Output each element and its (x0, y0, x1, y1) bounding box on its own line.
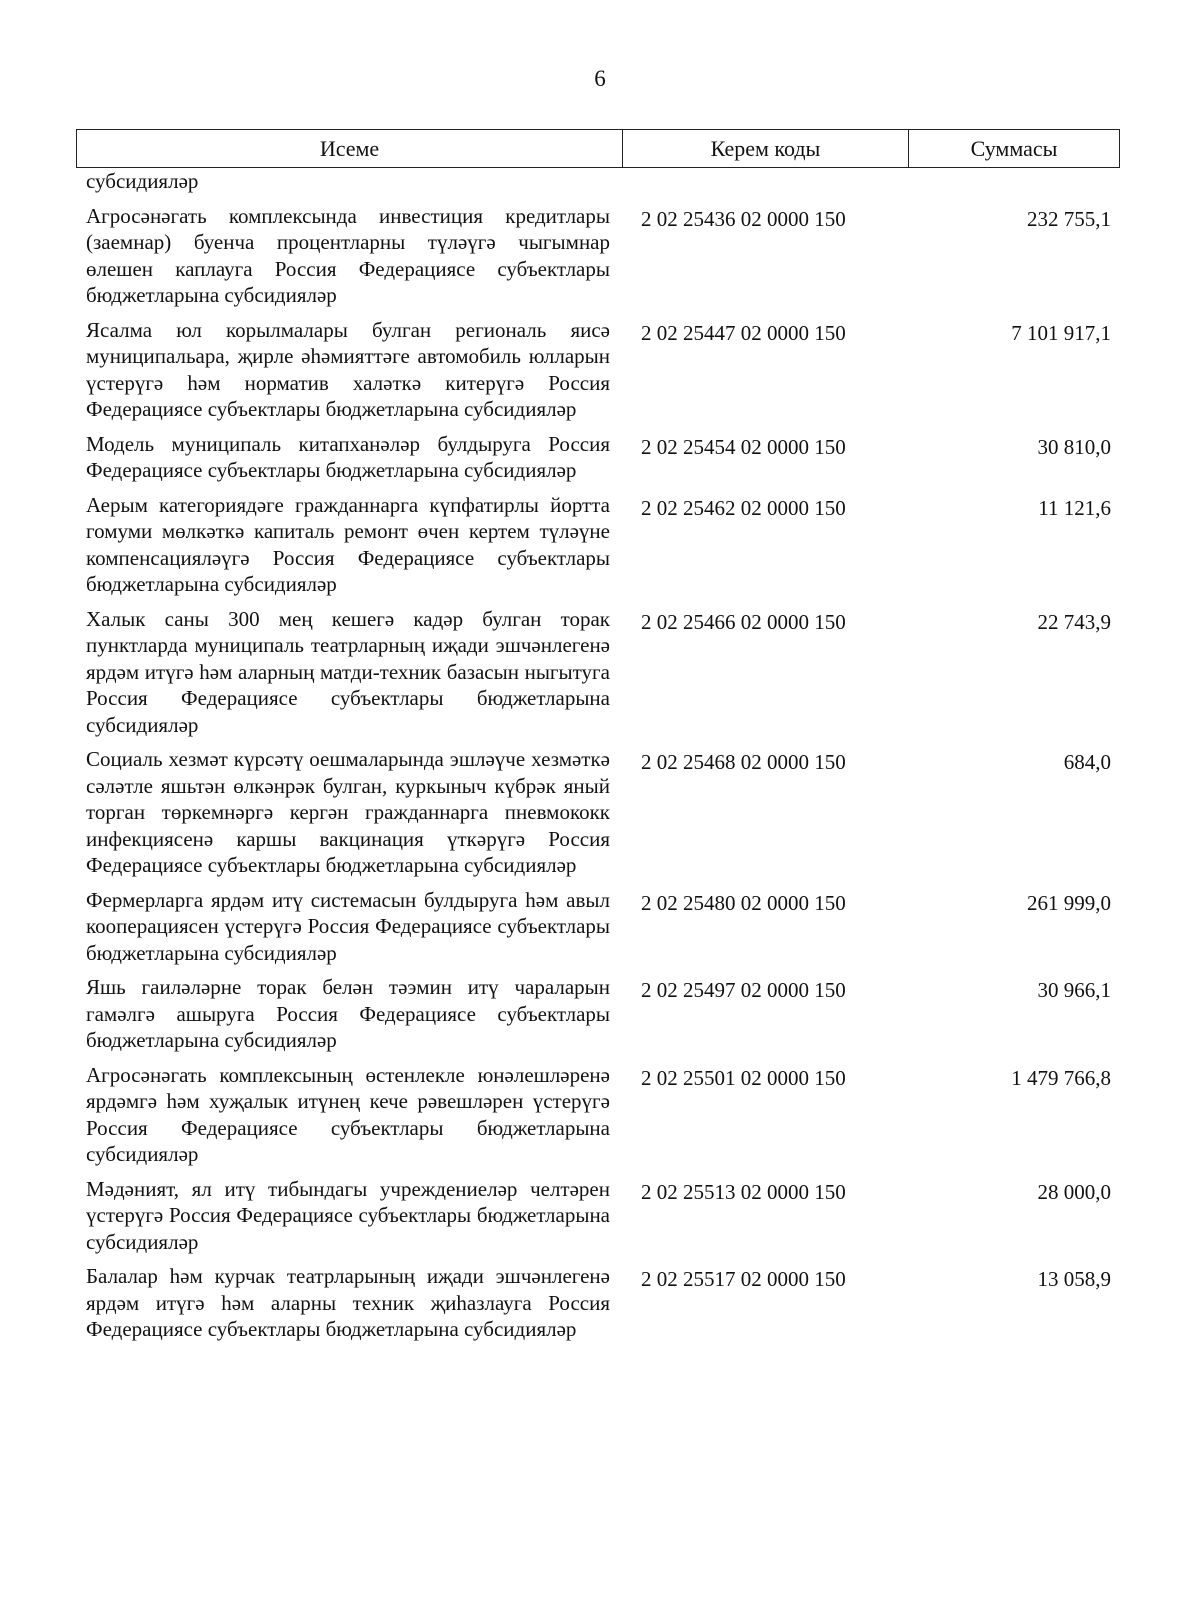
row-code: 2 02 25436 02 0000 150 (641, 206, 846, 231)
row-code: 2 02 25466 02 0000 150 (641, 609, 846, 634)
row-name: Аерым категориядәге гражданнарга күпфатирлы йортта гомуми мөлкәткә капиталь ремонт өчен кертем түләүне компенсацияләүгә Россия Федерациясе субъектлары бюджетларына субсидияләр (86, 492, 610, 596)
row-name: Халык саны 300 мең кешегә кадәр булган торак пунктларда муниципаль театрларның иҗади эшчәнлегенә ярдәм итүгә һәм аларның матди-техник базасын ныгытуга Россия Федерациясе субъектлары бюджетларына субсидияләр (86, 606, 610, 737)
row-name: Ясалма юл корылмалары булган региональ яисә муниципальара, җирле әһәмияттәге автомобиль юлларын үстерүгә һәм норматив халәткә китерүгә Россия Федерациясе субъектлары бюджетларына субсидияләр (86, 317, 610, 421)
row-name: Модель муниципаль китапханәләр булдыруга Россия Федерациясе субъектлары бюджетларына субсидияләр (86, 431, 610, 482)
row-sum: 684,0 (1063, 750, 1111, 774)
row-name: Агросәнәгать комплексында инвестиция кредитлары (заемнар) буенча процентларны түләүгә чыгымнар өлешен каплауга Россия Федерациясе субъектлары бюджетларына субсидияләр (86, 203, 610, 307)
table-row (86, 203, 1111, 309)
row-name: Агросәнәгать комплексының өстенлекле юнәлешләренә ярдәмгә һәм хуҗалык итүнең кече рәвешләрен үстерүгә Россия Федерациясе субъектлары бюджетларына субсидияләр (86, 1062, 610, 1166)
row-sum: 30 966,1 (1037, 978, 1111, 1002)
table-row (86, 1062, 1111, 1168)
header-sum: Суммасы (970, 135, 1058, 161)
row-code: 2 02 25517 02 0000 150 (641, 1267, 846, 1291)
row-code: 2 02 25501 02 0000 150 (641, 1065, 846, 1090)
row-sum: 30 810,0 (1037, 434, 1111, 459)
header-name: Исеме (77, 130, 623, 167)
row-code: 2 02 25462 02 0000 150 (641, 495, 846, 520)
row-sum: 232 755,1 (1027, 206, 1111, 231)
row-sum: 22 743,9 (1037, 609, 1111, 634)
table-row (86, 746, 1111, 879)
row-sum: 11 121,6 (1038, 495, 1111, 520)
table-row (86, 317, 1111, 423)
row-code: 2 02 25497 02 0000 150 (641, 978, 846, 1002)
table-row (86, 1263, 1111, 1343)
row-code: 2 02 25447 02 0000 150 (641, 320, 846, 345)
table-row (86, 492, 1111, 598)
page-number: 6 (594, 66, 606, 91)
table-row (86, 1176, 1111, 1256)
table-row (86, 974, 1111, 1054)
table-row (86, 431, 1111, 484)
row-name: Мәдәният, ял итү тибындагы учреждениеләр челтәрен үстерүгә Россия Федерациясе субъектлары бюджетларына субсидияләр (86, 1176, 610, 1254)
table-row (86, 606, 1111, 739)
row-code: 2 02 25468 02 0000 150 (641, 750, 846, 774)
table-body (86, 168, 1111, 1343)
row-sum: 1 479 766,8 (1011, 1065, 1111, 1090)
row-sum: 7 101 917,1 (1011, 320, 1111, 345)
row-name: Социаль хезмәт күрсәтү оешмаларында эшләүче хезмәткә сәләтле яшьтән өлкәнрәк булган, куркыныч күбрәк яный торган төркемнәргә кергән гражданнарга пневмококк инфекциясенә каршы вакцинация үткәрүгә Россия Федерациясе субъектлары бюджетларына субсидияләр (86, 747, 610, 877)
header-code: Керем коды (623, 130, 909, 167)
continuation-text: субсидияләр (86, 169, 199, 193)
row-name: Яшь гаиләләрне торак белән тәэмин итү чараларын гамәлгә ашыруга Россия Федерациясе субъектлары бюджетларына субсидияләр (86, 975, 610, 1052)
continuation-row (86, 168, 1111, 195)
row-sum: 13 058,9 (1037, 1267, 1111, 1291)
row-code: 2 02 25454 02 0000 150 (641, 434, 846, 459)
table-header (76, 129, 1120, 168)
row-name: Балалар һәм курчак театрларының иҗади эшчәнлегенә ярдәм итүгә һәм аларны техник җиһазлауга Россия Федерациясе субъектлары бюджетларына субсидияләр (86, 1264, 610, 1341)
table-row (86, 887, 1111, 967)
row-code: 2 02 25513 02 0000 150 (641, 1179, 846, 1204)
row-sum: 28 000,0 (1037, 1179, 1111, 1204)
row-code: 2 02 25480 02 0000 150 (641, 890, 846, 915)
row-name: Фермерларга ярдәм итү системасын булдыруга һәм авыл кооперациясен үстерүгә Россия Федерациясе субъектлары бюджетларына субсидияләр (86, 887, 610, 965)
row-sum: 261 999,0 (1027, 890, 1111, 915)
